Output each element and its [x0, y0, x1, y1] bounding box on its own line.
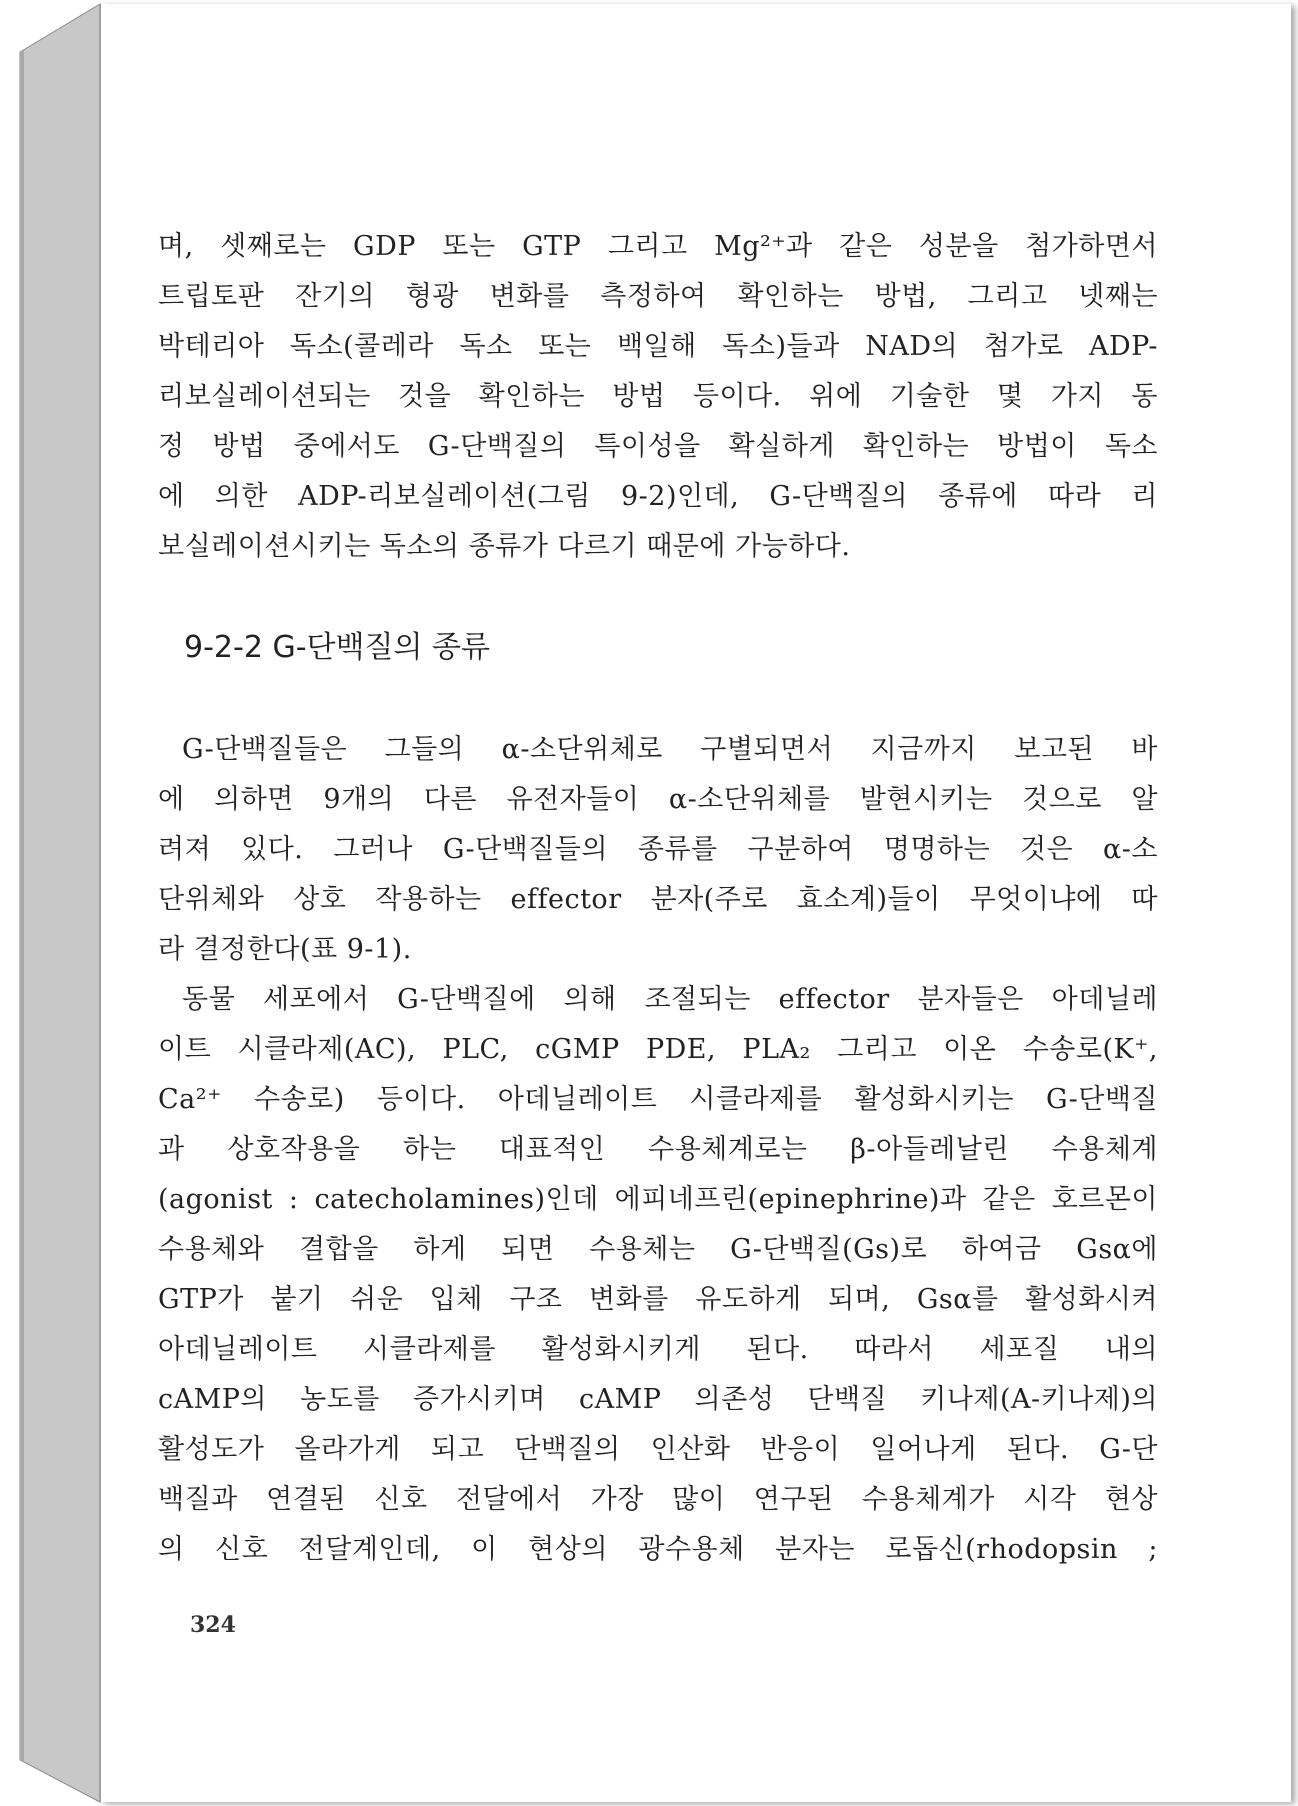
paragraph-continued	[158, 222, 1158, 572]
text-line: 의 신호 전달계인데, 이 현상의 광수용체 분자는 로돕신(rhodopsin ;	[158, 1534, 1158, 1565]
text-line: 이트 시클라제(AC), PLC, cGMP PDE, PLA₂ 그리고 이온 수송로(K⁺,	[158, 1034, 1158, 1065]
text-line: 에 의한 ADP-리보실레이션(그림 9-2)인데, G-단백질의 종류에 따라 리	[158, 481, 1158, 512]
text-line: 아데닐레이트 시클라제를 활성화시키게 된다. 따라서 세포질 내의	[158, 1334, 1158, 1365]
text-line: 라 결정한다(표 9-1).	[158, 934, 412, 965]
text-line: 활성도가 올라가게 되고 단백질의 인산화 반응이 일어나게 된다. G-단	[158, 1434, 1158, 1465]
page-number: 324	[190, 1612, 236, 1638]
text-line: 리보실레이션되는 것을 확인하는 방법 등이다. 위에 기술한 몇 가지 동	[158, 381, 1158, 412]
text-line: 수용체와 결합을 하게 되면 수용체는 G-단백질(Gs)로 하여금 Gsα에	[158, 1234, 1158, 1265]
text-line: 에 의하면 9개의 다른 유전자들이 α-소단위체를 발현시키는 것으로 알	[158, 784, 1158, 815]
text-line: 며, 셋째로는 GDP 또는 GTP 그리고 Mg²⁺과 같은 성분을 첨가하면서	[158, 231, 1158, 262]
text-line: G-단백질들은 그들의 α-소단위체로 구별되면서 지금까지 보고된 바	[182, 734, 1158, 765]
text-line: 트립토판 잔기의 형광 변화를 측정하여 확인하는 방법, 그리고 넷째는	[158, 281, 1158, 312]
text-line: 단위체와 상호 작용하는 effector 분자(주로 효소계)들이 무엇이냐에 따	[158, 884, 1158, 915]
text-line: 정 방법 중에서도 G-단백질의 특이성을 확실하게 확인하는 방법이 독소	[158, 431, 1158, 462]
text-line: cAMP의 농도를 증가시키며 cAMP 의존성 단백질 키나제(A-키나제)의	[158, 1384, 1158, 1415]
text-line: GTP가 붙기 쉬운 입체 구조 변화를 유도하게 되며, Gsα를 활성화시켜	[158, 1284, 1158, 1315]
text-line: 동물 세포에서 G-단백질에 의해 조절되는 effector 분자들은 아데닐레	[182, 984, 1158, 1015]
text-line: Ca²⁺ 수송로) 등이다. 아데닐레이트 시클라제를 활성화시키는 G-단백질	[158, 1084, 1158, 1115]
text-line: 보실레이션시키는 독소의 종류가 다르기 때문에 가능하다.	[158, 531, 851, 562]
body-text	[158, 725, 1158, 1575]
text-line: 백질과 연결된 신호 전달에서 가장 많이 연구된 수용체계가 시각 현상	[158, 1484, 1158, 1515]
text-line: 과 상호작용을 하는 대표적인 수용체계로는 β-아들레날린 수용체계	[158, 1134, 1158, 1165]
section-heading: 9-2-2 G-단백질의 종류	[184, 630, 490, 665]
text-line: (agonist : catecholamines)인데 에피네프린(epinephrine)과 같은 호르몬이	[158, 1184, 1158, 1215]
text-line: 박테리아 독소(콜레라 독소 또는 백일해 독소)들과 NAD의 첨가로 ADP-	[158, 331, 1158, 362]
text-line: 려져 있다. 그러나 G-단백질들의 종류를 구분하여 명명하는 것은 α-소	[158, 834, 1158, 865]
